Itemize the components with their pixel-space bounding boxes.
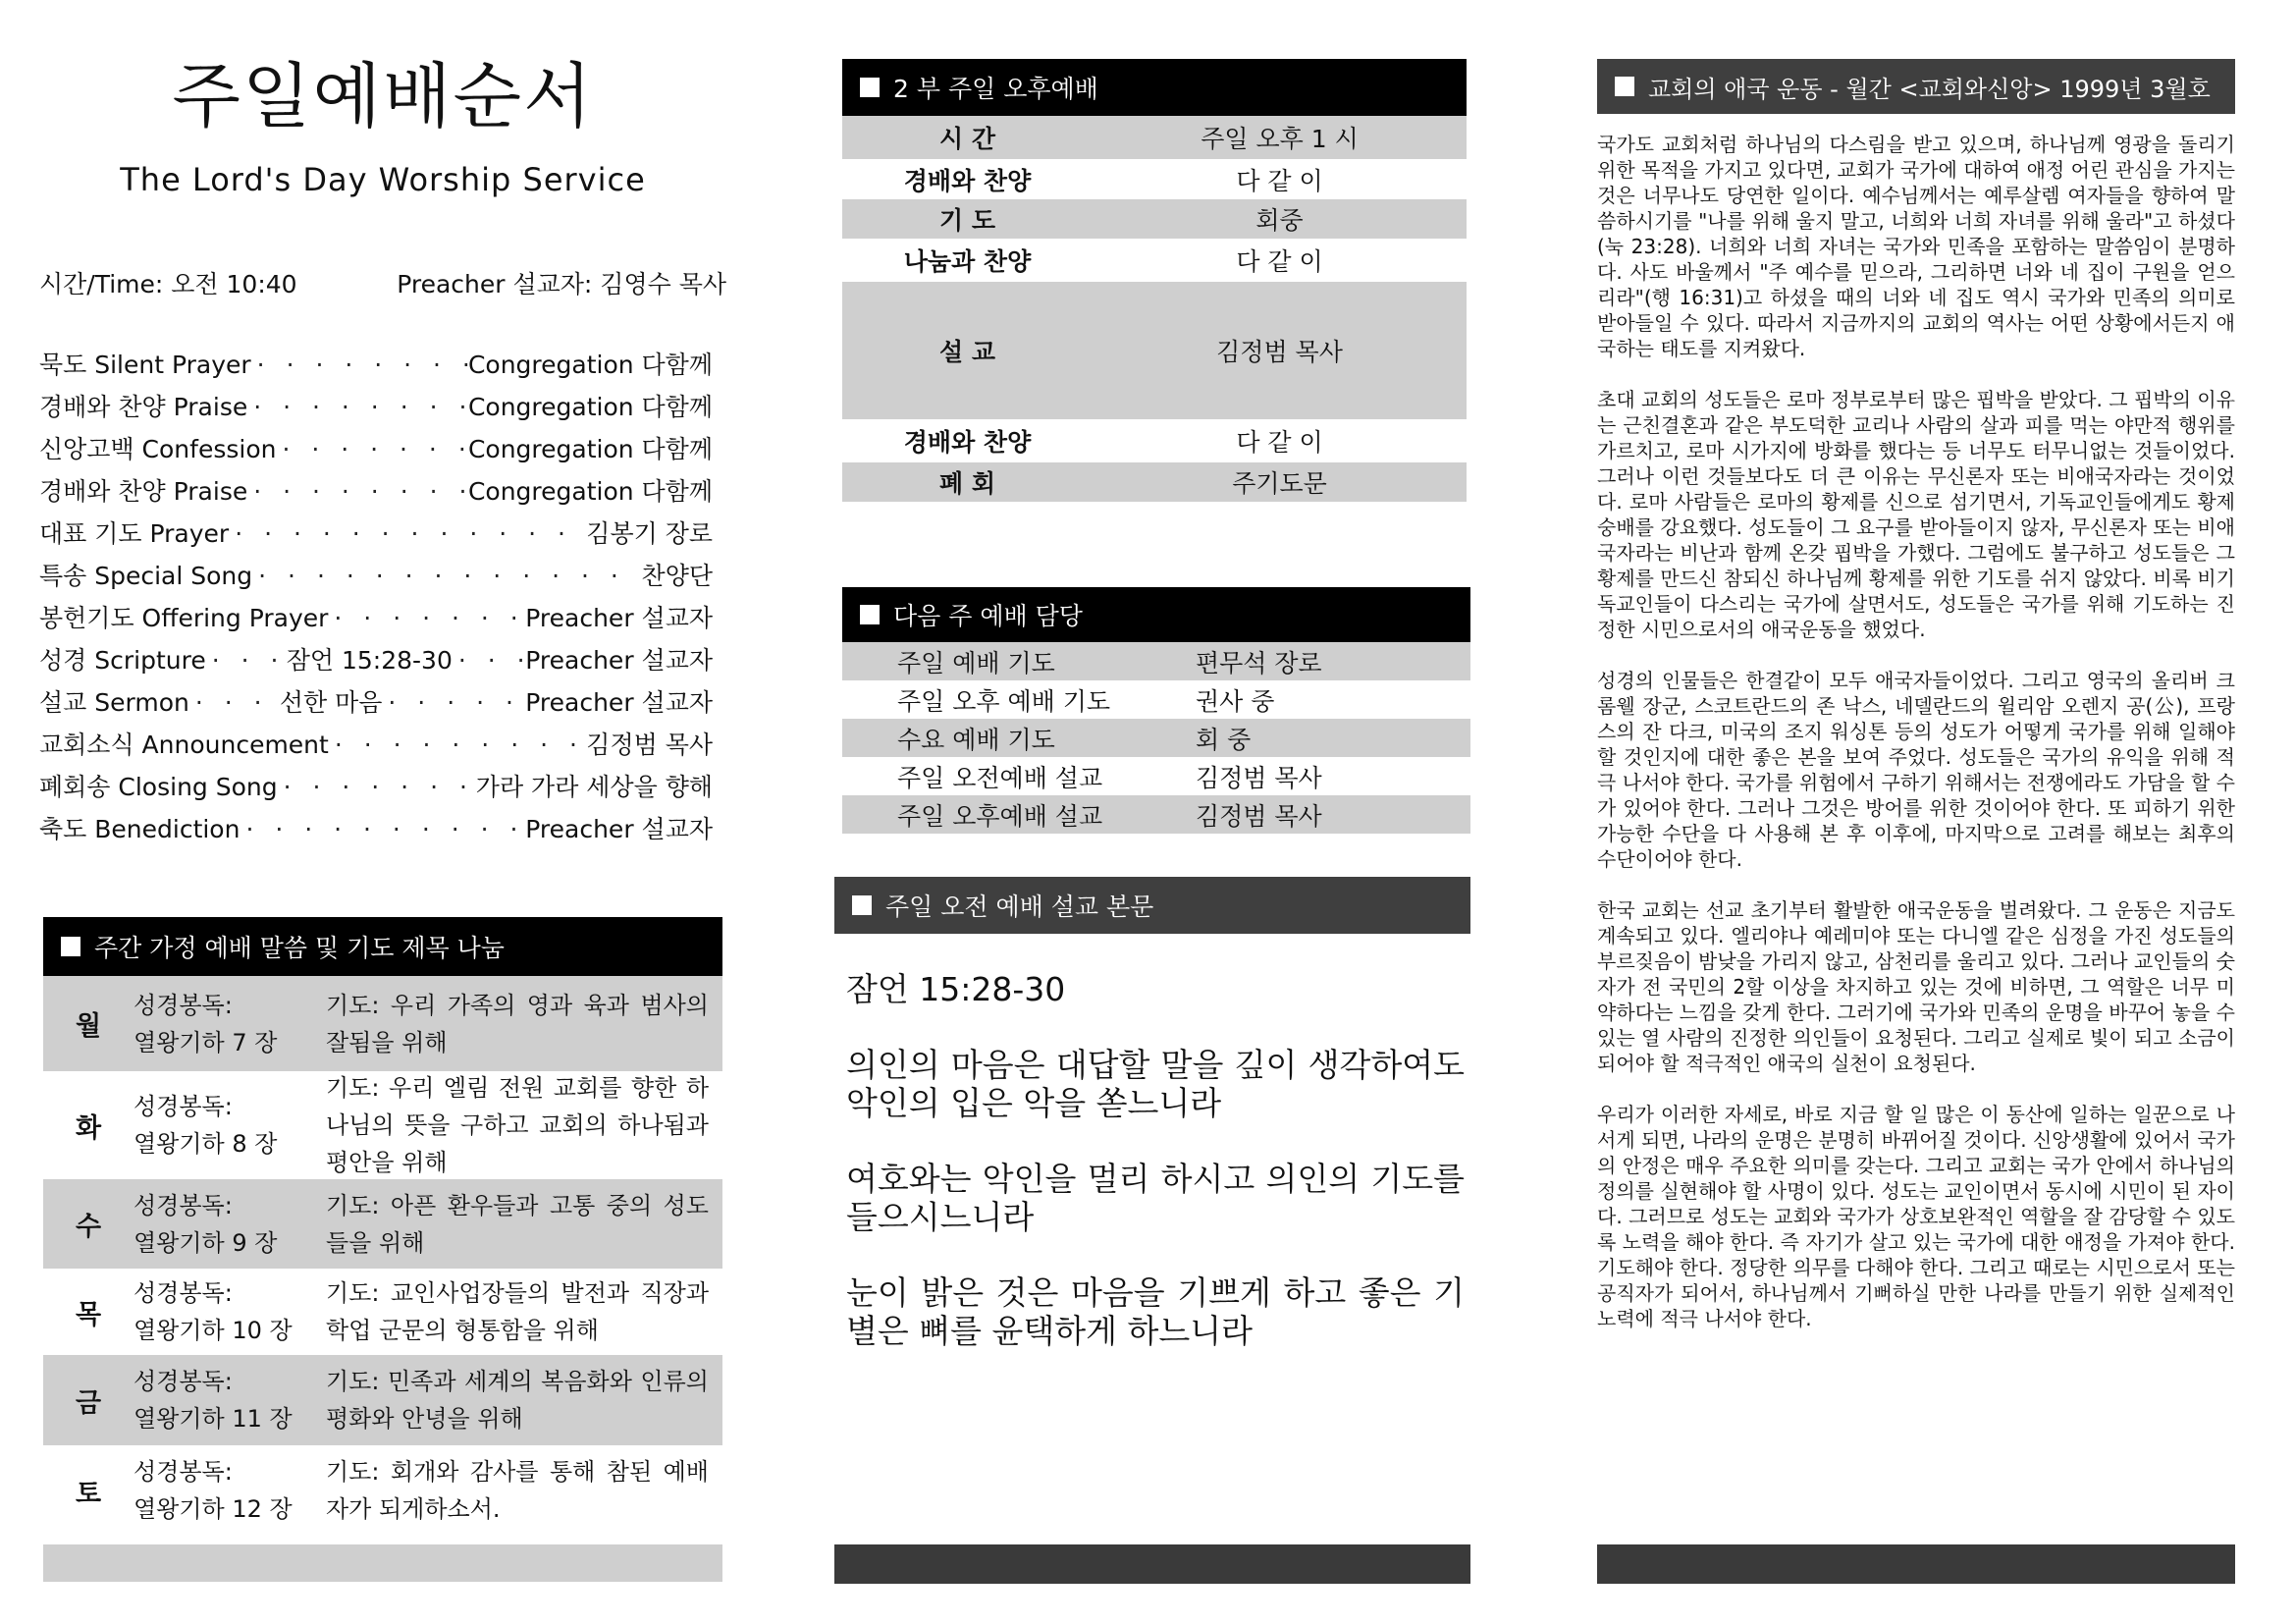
dot-leader — [382, 688, 525, 717]
dot-leader — [247, 477, 468, 506]
order-mid: 선한 마음 — [279, 688, 383, 717]
page-subtitle: The Lord's Day Worship Service — [120, 161, 646, 198]
dot-leader — [453, 646, 525, 675]
order-row — [39, 430, 713, 472]
order-item: 신앙고백 Confession — [39, 435, 277, 463]
duty-row: 수요 예배 기도 회 중 — [842, 719, 1470, 757]
schedule-row: 경배와 찬양 다 같 이 — [903, 166, 1323, 195]
order-item: 폐회송 Closing Song — [39, 773, 278, 801]
page-title: 주일예배순서 — [172, 55, 594, 137]
dot-leader — [251, 351, 468, 379]
devotion-row — [43, 976, 722, 1071]
dot-leader — [189, 688, 280, 717]
article-paragraph: 우리가 이러한 자세로, 바로 지금 할 일 많은 이 동산에 일하는 일꾼으로 나서게 되면, 나라의 운명은 분명히 바뀌어질 것이다. 신앙생활에 있어서 국가의 안정은 매우 주요한 의미를 갖는다. 그리고 교회는 국가 안에서 하나님의 정의를 실현해야 할 사명이 있다. 성도는 교인이면서 동시에 시민이 된 자이다. 그러므로 성도는 교회와 국가가 상호보완적인 역할을 잘 감당할 수 있도록 노력을 해야 한다. 즉 자기가 살고 있는 국가에 대한 애정을 가져야 한다. 기도해야 한다. 정당한 의무를 다해야 한다. 그리고 때로는 시민으로서 또는 공직자가 되어서, 하나님께서 기뻐하실 만한 나라를 만들기 위한 실제적인 노력에 적극 나서야 한다. — [1597, 1103, 2235, 1330]
devotion-bible: 성경봉독: 열왕기하 11 장 — [133, 1368, 293, 1433]
devotion-row — [43, 1269, 722, 1355]
square-bullet-icon — [61, 937, 80, 956]
order-who: Preacher 설교자 — [525, 688, 713, 717]
article-paragraph: 한국 교회는 선교 초기부터 활발한 애국운동을 벌려왔다. 그 운동은 지금도 계속되고 있다. 엘리야나 예레미야 또는 다니엘 같은 심정을 가진 성도들의 부르짖음이 밤낮을 가리지 않고, 삼천리를 울리고 있다. 그러나 교인들의 숫자가 전 국민의 2할 이상을 차지하고 있는 것에 비하면, 그 역할은 너무 미약하다는 느낌을 갖게 한다. 그러기에 국가와 민족의 운명을 바꾸어 놓을 수 있는 열 사람의 진정한 의인들이 요청된다. 그리고 실제로 빛이 되고 소금이 되어야 할 적극적인 애국의 실천이 요청된다. — [1597, 898, 2235, 1075]
service-info — [39, 265, 726, 300]
order-who: Preacher 설교자 — [525, 815, 713, 843]
order-row — [39, 641, 713, 683]
dot-leader — [276, 435, 467, 463]
square-bullet-icon — [1615, 77, 1634, 96]
dot-leader — [206, 646, 287, 675]
devotion-bible: 성경봉독: 열왕기하 12 장 — [133, 1458, 293, 1523]
schedule-row: 기 도 회중 — [842, 199, 1467, 239]
order-who: Congregation 다함께 — [467, 435, 713, 463]
order-who: 김정범 목사 — [586, 731, 713, 759]
sermon-heading: 주일 오전 예배 설교 본문 — [834, 877, 1470, 934]
sermon-verse: 의인의 마음은 대답할 말을 깊이 생각하여도 악인의 입은 악을 쏟느니라 — [846, 1046, 1465, 1122]
order-item: 대표 기도 Prayer — [39, 519, 230, 548]
devotion-bible: 성경봉독: 열왕기하 9 장 — [133, 1191, 278, 1257]
square-bullet-icon — [860, 78, 880, 97]
footer-bar-left — [43, 1544, 722, 1582]
afternoon-heading: 2 부 주일 오후예배 — [842, 59, 1467, 116]
article-body — [1597, 132, 2235, 1357]
order-row — [39, 768, 713, 810]
schedule-row: 설 교 김정범 목사 — [842, 282, 1467, 419]
duty-row: 주일 오후 예배 기도 권사 중 — [897, 686, 1275, 716]
dot-leader — [328, 604, 525, 632]
sermon-verse: 눈이 밝은 것은 마음을 기쁘게 하고 좋은 기별은 뼈를 윤택하게 하느니라 — [846, 1273, 1465, 1350]
order-row — [39, 683, 713, 726]
devotion-bible: 성경봉독: 열왕기하 10 장 — [133, 1279, 293, 1344]
service-time: 시간/Time: 오전 10:40 — [39, 270, 297, 298]
order-item: 특송 Special Song — [39, 562, 253, 590]
dot-leader — [240, 815, 525, 843]
devotion-day: 화 — [75, 1112, 102, 1144]
square-bullet-icon — [852, 895, 872, 915]
order-item: 묵도 Silent Prayer — [39, 351, 251, 379]
devotion-day: 목 — [75, 1299, 102, 1330]
schedule-row: 경배와 찬양 다 같 이 — [903, 428, 1323, 457]
schedule-row: 나눔과 찬양 다 같 이 — [903, 247, 1323, 276]
order-mid: 잠언 15:28-30 — [286, 646, 453, 675]
afternoon-service — [842, 59, 1467, 502]
devotion-prayer: 기도: 회개와 감사를 통해 참된 예배자가 되게하소서. — [326, 1458, 709, 1523]
devotion-row — [43, 1179, 722, 1269]
dot-leader — [252, 562, 641, 590]
order-item: 설교 Sermon — [39, 688, 189, 717]
service-preacher: Preacher 설교자: 김영수 목사 — [397, 270, 726, 298]
devotion-day: 금 — [75, 1387, 102, 1419]
order-row — [39, 810, 713, 852]
devotion-day: 토 — [75, 1478, 102, 1509]
footer-bar-middle — [834, 1544, 1470, 1584]
order-row — [39, 472, 713, 514]
duty-row: 주일 오후예배 설교 김정범 목사 — [842, 795, 1470, 834]
order-who: Congregation 다함께 — [467, 393, 713, 421]
dot-leader — [247, 393, 468, 421]
article-paragraph: 초대 교회의 성도들은 로마 정부로부터 많은 핍박을 받았다. 그 핍박의 이유는 근친결혼과 같은 부도덕한 교리나 사람의 살과 피를 먹는 야만적 행위를 가르치고, 로마 시가지에 방화를 했다는 등 너무도 터무니없는 것들이었다. 그러나 이런 것들보다도 더 큰 이유는 무신론자 또는 비애국자라는 것이었다. 로마 사람들은 로마의 황제를 신으로 섬기면서, 기독교인들에게도 황제숭배를 강요했다. 성도들이 그 요구를 받아들이지 않자, 무신론자 또는 비애국자라는 비난과 함께 온갖 핍박을 가했다. 그럼에도 불구하고 성도들은 그 황제를 만드신 참되신 하나님께 황제를 위한 기도를 쉬지 않았다. 비록 비기독교인들이 다스리는 국가에 살면서도, 성도들은 국가를 위해 기도하는 진정한 시민으로서의 애국운동을 했었다. — [1597, 388, 2235, 641]
square-bullet-icon — [860, 605, 880, 624]
order-item: 축도 Benediction — [39, 815, 240, 843]
order-item: 경배와 찬양 Praise — [39, 393, 248, 421]
next-week-duty — [842, 587, 1470, 834]
order-who: Congregation 다함께 — [467, 351, 713, 379]
order-item: 경배와 찬양 Praise — [39, 477, 248, 506]
order-who: Congregation 다함께 — [467, 477, 713, 506]
next-week-heading: 다음 주 예배 담당 — [842, 587, 1470, 642]
duty-row: 주일 오전예배 설교 김정범 목사 — [897, 763, 1322, 792]
article-paragraph: 성경의 인물들은 한결같이 모두 애국자들이었다. 그리고 영국의 올리버 크롬웰 장군, 스코트란드의 존 낙스, 네델란드의 윌리암 오렌지 공(公), 프랑스의 잔 다크, 미국의 조지 워싱톤 등의 성도가 어떻게 국가를 위해 일해야 할 것인지에 대한 좋은 본을 보여 주었다. 성도들은 국가의 유익을 위해 적극 나서야 한다. 국가를 위험에서 구하기 위해서는 전쟁에라도 가담을 할 수가 있어야 한다. 그러나 그것은 방어를 위한 것이어야 한다. 또 피하기 위한 가능한 수단을 다 사용해 본 후 이후에, 마지막으로 고려를 해보는 최후의 수단이어야 한다. — [1597, 669, 2235, 871]
order-who: Preacher 설교자 — [525, 604, 713, 632]
devotion-prayer: 기도: 우리 엘림 전원 교회를 향한 하나님의 뜻을 구하고 교회의 하나됨과 평안을 위해 — [326, 1074, 709, 1176]
dot-leader — [278, 773, 476, 801]
order-item: 성경 Scripture — [39, 646, 206, 675]
devotion-day: 월 — [75, 1011, 102, 1042]
schedule-row: 폐 회 주기도문 — [842, 462, 1467, 502]
order-who: 찬양단 — [641, 562, 713, 590]
dot-leader — [329, 731, 586, 759]
devotion-prayer: 기도: 아픈 환우들과 고통 중의 성도들을 위해 — [326, 1191, 709, 1257]
devotion-row — [43, 1071, 722, 1179]
dot-leader — [229, 519, 586, 548]
order-row — [39, 346, 713, 388]
family-devotion — [43, 917, 722, 1536]
devotion-bible: 성경봉독: 열왕기하 8 장 — [133, 1093, 278, 1158]
order-item: 봉헌기도 Offering Prayer — [39, 604, 329, 632]
order-row — [39, 557, 713, 599]
devotion-prayer: 기도: 민족과 세계의 복음화와 인류의 평화와 안녕을 위해 — [326, 1368, 709, 1433]
order-who: 가라 가라 세상을 향해 — [475, 773, 713, 801]
order-who: 김봉기 장로 — [586, 519, 713, 548]
devotion-row — [43, 1445, 722, 1536]
article-paragraph: 국가도 교회처럼 하나님의 다스림을 받고 있으며, 하나님께 영광을 돌리기 위한 목적을 가지고 있다면, 교회가 국가에 대하여 애정 어린 관심을 가지는 것은 너무나도 당연한 일이다. 예수님께서는 예루살렘 여자들을 향하여 말씀하시기를 "나를 위해 울지 말고, 너희와 너희 자녀를 위해 울라"고 하셨다(눅 23:28). 너희와 너희 자녀는 국가와 민족을 포함하는 말씀임이 분명하다. 사도 바울께서 "주 예수를 믿으라, 그리하면 너와 네 집이 구원을 얻으리라"(행 16:31)고 하셨을 때의 너와 네 집도 역시 국가와 민족의 의미로 받아들일 수 있다. 따라서 지금까지의 교회의 역사는 어떤 상황에서든지 애국하는 태도를 지켜왔다. — [1597, 133, 2235, 360]
devotion-heading: 주간 가정 예배 말씀 및 기도 제목 나눔 — [43, 917, 722, 976]
footer-bar-right — [1597, 1544, 2235, 1584]
order-row — [39, 726, 713, 768]
devotion-prayer: 기도: 우리 가족의 영과 육과 범사의 잘됨을 위해 — [326, 991, 709, 1056]
order-who: Preacher 설교자 — [525, 646, 713, 675]
sermon-passage — [846, 970, 1465, 1387]
worship-order — [39, 346, 713, 852]
devotion-day: 수 — [75, 1212, 102, 1242]
order-row — [39, 599, 713, 641]
devotion-row — [43, 1355, 722, 1445]
order-row — [39, 514, 713, 557]
duty-row: 주일 예배 기도 편무석 장로 — [842, 642, 1470, 680]
order-row — [39, 388, 713, 430]
sermon-reference: 잠언 15:28-30 — [846, 970, 1066, 1008]
article-heading: 교회의 애국 운동 - 월간 <교회와신앙> 1999년 3월호 — [1597, 59, 2235, 114]
sermon-verse: 여호와는 악인을 멀리 하시고 의인의 기도를 들으시느니라 — [846, 1160, 1465, 1236]
devotion-prayer: 기도: 교인사업장들의 발전과 직장과 학업 군문의 형통함을 위해 — [326, 1279, 709, 1344]
schedule-row: 시 간 주일 오후 1 시 — [842, 116, 1467, 159]
devotion-bible: 성경봉독: 열왕기하 7 장 — [133, 991, 278, 1056]
order-item: 교회소식 Announcement — [39, 731, 329, 759]
